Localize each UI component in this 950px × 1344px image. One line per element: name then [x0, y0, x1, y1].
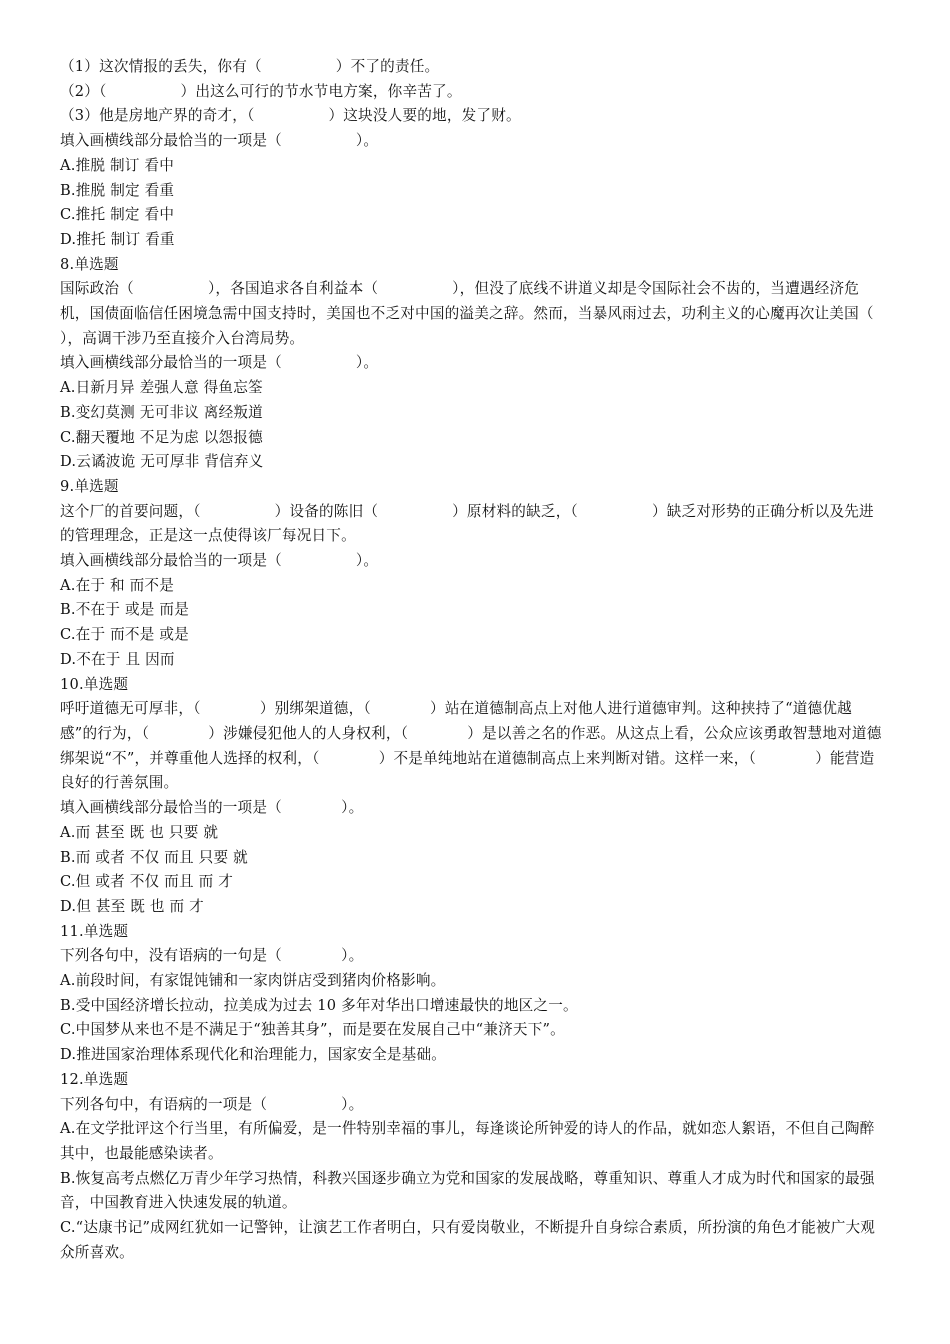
q8-option-a: A.日新月异 差强人意 得鱼忘筌	[60, 379, 263, 397]
q7-option-d: D.推托 制订 看重	[60, 230, 175, 248]
q10-prompt: 填入画横线部分最恰当的一项是（ ）。	[60, 799, 364, 817]
q10-option-a: A.而 甚至 既 也 只要 就	[60, 823, 219, 841]
q7-option-b: B.推脱 制定 看重	[60, 181, 175, 199]
q12-option-b: B.恢复高考点燃亿万青少年学习热情，科教兴国逐步确立为党和国家的发展战略，尊重知识、尊重人才成为时代和国家的最强音，中国教育进入快速发展的轨道。	[60, 1169, 875, 1212]
q9-option-b: B.不在于 或是 而是	[60, 601, 189, 619]
q9-option-d: D.不在于 且 因而	[60, 650, 175, 668]
q11-option-b: B.受中国经济增长拉动，拉美成为过去 10 多年对华出口增速最快的地区之一。	[60, 996, 578, 1014]
q10-option-c: C.但 或者 不仅 而且 而 才	[60, 873, 234, 891]
q8-option-c: C.翻天覆地 不足为虑 以怨报德	[60, 428, 263, 446]
q10-option-d: D.但 甚至 既 也 而 才	[60, 897, 204, 915]
q9-prompt: 填入画横线部分最恰当的一项是（ ）。	[60, 552, 379, 570]
q8-option-b: B.变幻莫测 无可非议 离经叛道	[60, 403, 263, 421]
q8-stem: 国际政治（ ），各国追求各自利益本（ ），但没了底线不讲道义却是令国际社会不齿的，当遭遇经济危机，国债面临信任困境急需中国支持时，美国也不乏对中国的溢美之辞。然而，当暴风雨过去，功利主义的心魔再次让美国（ ），高调干涉乃至直接介入台湾局势。	[60, 280, 948, 347]
q11-option-c: C.中国梦从来也不是不满足于“独善其身”，而是要在发展自己中“兼济天下”。	[60, 1021, 565, 1039]
q9-stem: 这个厂的首要问题，（ ）设备的陈旧（ ）原材料的缺乏，（ ）缺乏对形势的正确分析以及先进的管理理念，正是这一点使得该厂每况日下。	[60, 502, 874, 545]
q12-stem: 下列各句中，有语病的一项是（ ）。	[60, 1095, 364, 1113]
q9-option-a: A.在于 和 而不是	[60, 576, 175, 594]
q10-option-b: B.而 或者 不仅 而且 只要 就	[60, 848, 248, 866]
q10-stem: 呼吁道德无可厚非，（ ）别绑架道德，（ ）站在道德制高点上对他人进行道德审判。这种挟持了“道德优越感”的行为，（ ）涉嫌侵犯他人的人身权利，（ ）是以善之名的作恶。从这点上看，公众应该勇敢智慧地对道德绑架说“不”，并尊重他人选择的权利，（ ）不是单纯地站在道德制高点上来判断对错。这样一来，（ ）能营造良好的行善氛围。	[60, 700, 882, 792]
q12-header: 12.单选题	[60, 1070, 129, 1088]
q12-option-a: A.在文学批评这个行当里，有所偏爱，是一件特别幸福的事儿，每逢谈论所钟爱的诗人的作品，就如恋人絮语，不但自己陶醉其中，也最能感染读者。	[60, 1120, 875, 1162]
q7-item-2: （2）（ ）出这么可行的节水节电方案，你辛苦了。	[60, 82, 462, 100]
q10-header: 10.单选题	[60, 675, 129, 693]
q7-option-a: A.推脱 制订 看中	[60, 156, 175, 174]
q7-option-c: C.推托 制定 看中	[60, 206, 175, 224]
q8-header: 8.单选题	[60, 255, 119, 273]
q11-header: 11.单选题	[60, 922, 129, 940]
q12-option-c: C.“达康书记”成网红犹如一记警钟，让演艺工作者明白，只有爱岗敬业，不断提升自身综合素质，所扮演的角色才能被广大观众所喜欢。	[60, 1219, 876, 1261]
q7-item-1: （1）这次情报的丢失，你有（ ）不了的责任。	[60, 58, 440, 75]
q9-option-c: C.在于 而不是 或是	[60, 626, 189, 644]
q8-prompt: 填入画横线部分最恰当的一项是（ ）。	[60, 354, 379, 372]
q8-option-d: D.云谲波诡 无可厚非 背信弃义	[60, 453, 264, 471]
q7-prompt: 填入画横线部分最恰当的一项是（ ）。	[60, 132, 379, 150]
q9-header: 9.单选题	[60, 477, 119, 495]
exam-document	[60, 55, 948, 1265]
q7-item-3: （3）他是房地产界的奇才，（ ）这块没人要的地，发了财。	[60, 107, 521, 125]
q11-option-d: D.推进国家治理体系现代化和治理能力，国家安全是基础。	[60, 1046, 447, 1064]
q11-stem: 下列各句中，没有语病的一句是（ ）。	[60, 947, 364, 965]
q11-option-a: A.前段时间，有家馄饨铺和一家肉饼店受到猪肉价格影响。	[60, 972, 446, 990]
